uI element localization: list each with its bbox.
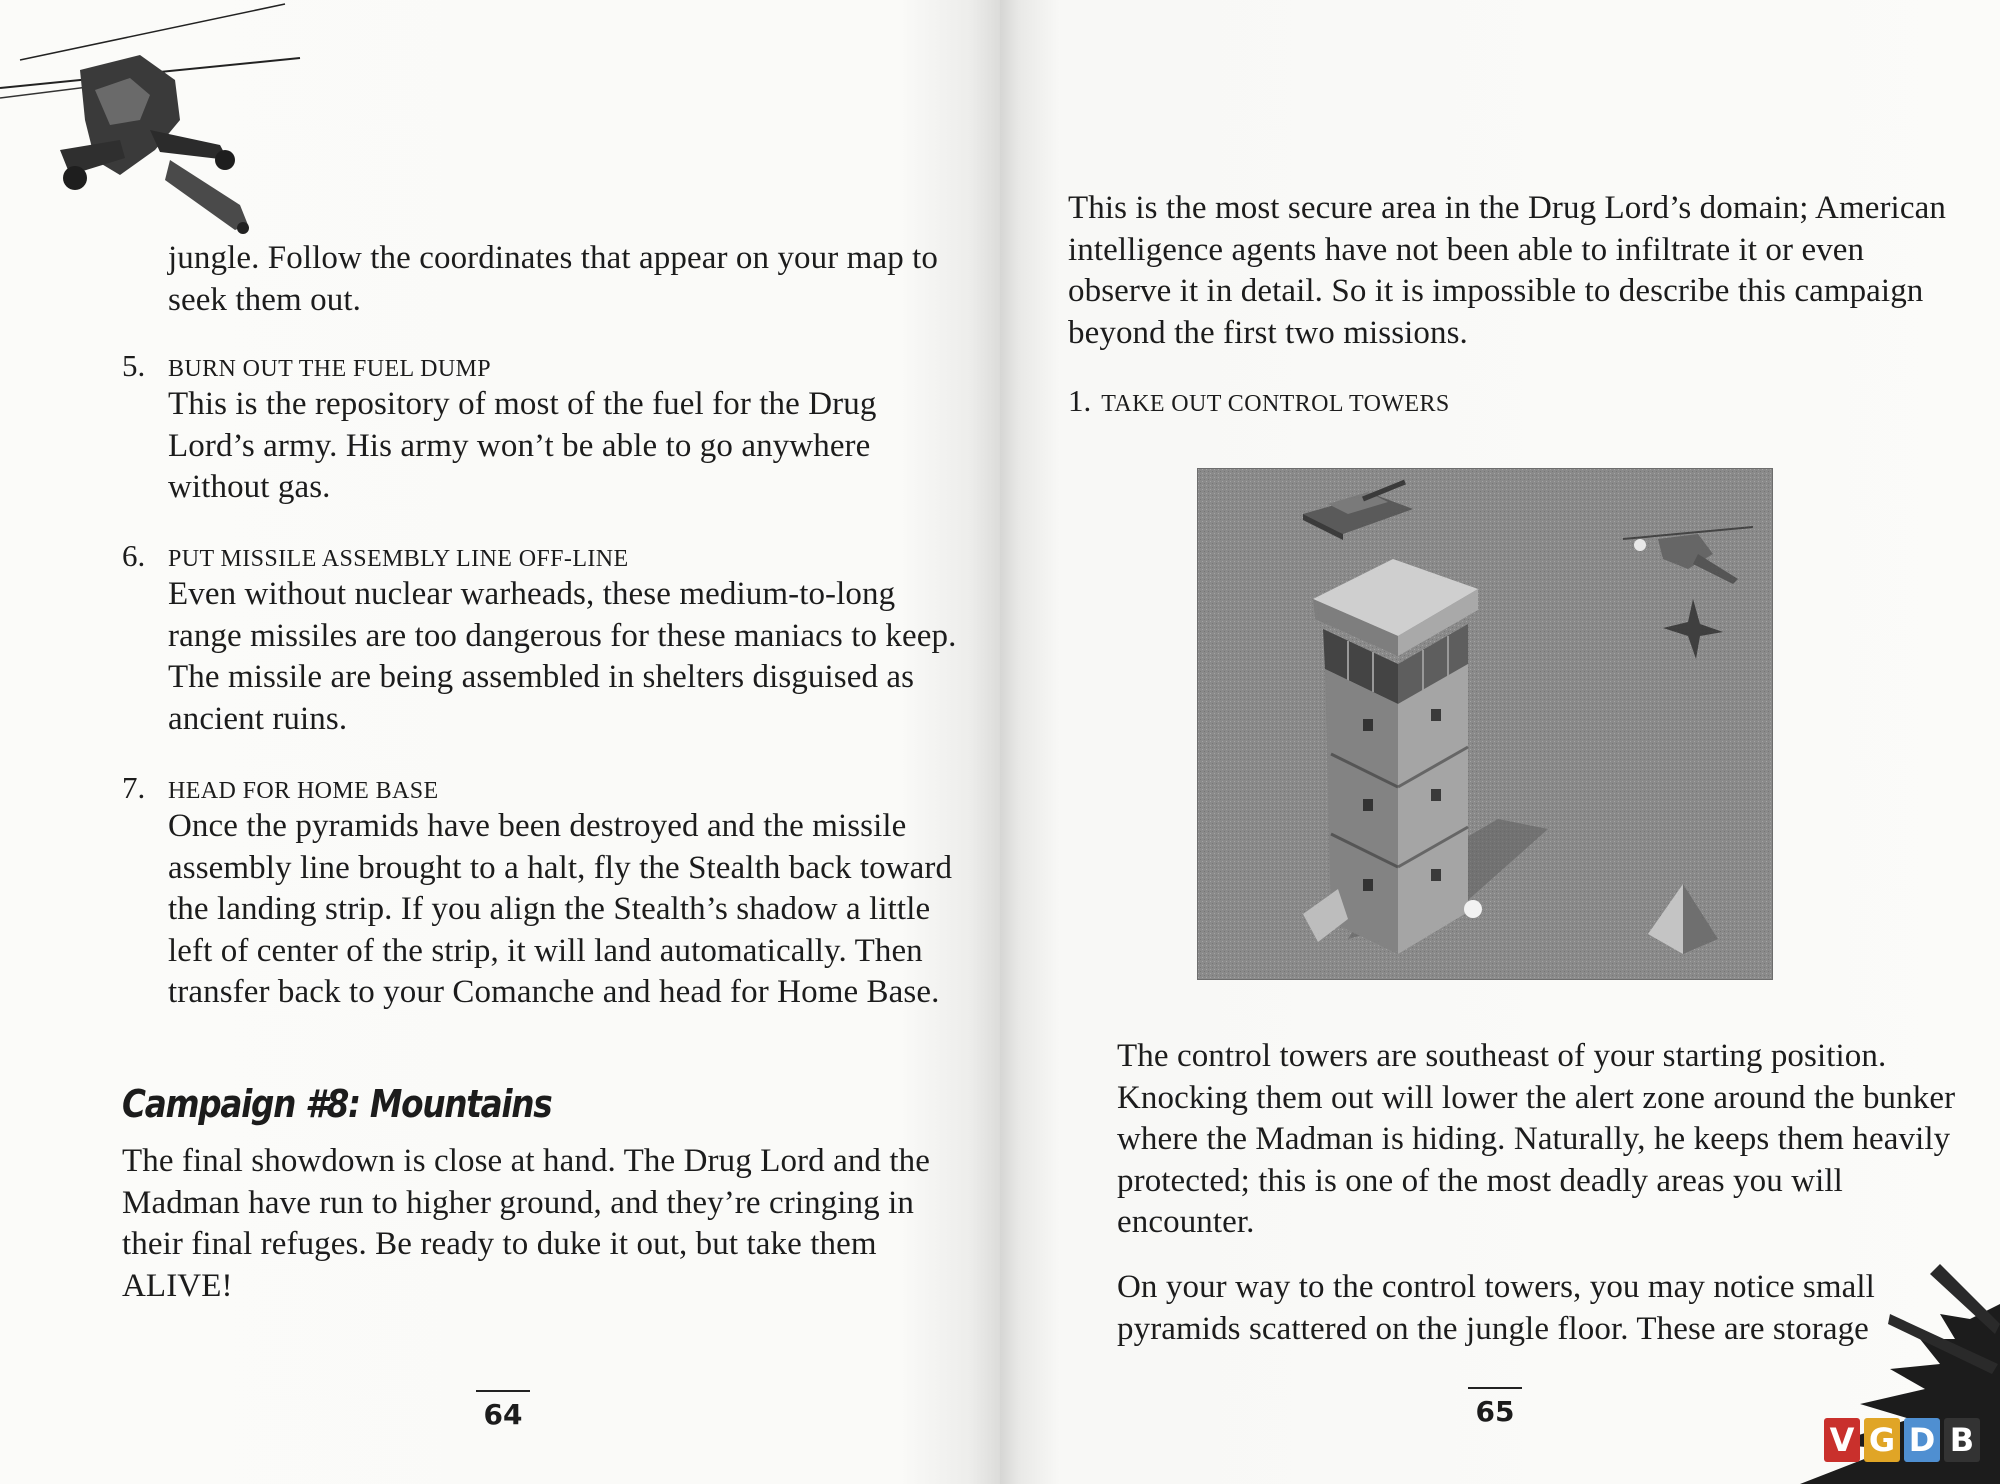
campaign-paragraph: The final showdown is close at hand. The Drug Lord and the Madman have run to higher ground, and they’re cringing in their final refuges. Be ready to duke it out, but take them ALIVE! <box>122 1143 930 1304</box>
helicopter-icon <box>1618 509 1758 599</box>
intro-paragraph: This is the most secure area in the Drug Lord’s domain; American intelligence agents have not been able to infiltrate it or even observe it in detail. So it is impossible to describe this campaign beyond the first two missions. <box>1068 190 1946 351</box>
item-heading: HEAD FOR HOME BASE <box>168 778 439 804</box>
pyramid-icon <box>1643 879 1723 959</box>
watermark-letter: G <box>1864 1418 1900 1462</box>
objective-item-1 <box>1068 383 1450 419</box>
watermark-letter: V <box>1824 1418 1860 1462</box>
paragraph-control-towers: The control towers are southeast of your starting position. Knocking them out will lower the alert zone around the bunker where the Madman is hiding. Naturally, he keeps them heavily protected; this is one of the most deadly areas you will encounter. <box>1117 1038 1956 1240</box>
continued-paragraph: jungle. Follow the coordinates that appear on your map to seek them out. <box>168 240 939 318</box>
tank-icon <box>1293 474 1423 544</box>
item-body: Even without nuclear warheads, these medium-to-long range missiles are too dangerous for these maniacs to keep. The missile are being assembled in shelters disguised as ancient ruins. <box>168 576 957 737</box>
page-number: 65 <box>1460 1395 1530 1428</box>
item-body: Once the pyramids have been destroyed and the missile assembly line brought to a halt, fly the Stealth back toward the landing strip. If you align the Stealth’s shadow a little left of center of the strip, it will land automatically. Then transfer back to your Comanche and head for Home Base. <box>168 808 953 1010</box>
item-number: 7. <box>122 770 146 805</box>
watermark-letter: D <box>1904 1418 1940 1462</box>
control-tower-icon <box>1293 544 1503 964</box>
item-number: 6. <box>122 538 146 573</box>
watermark-letter: B <box>1944 1418 1980 1462</box>
vgdb-watermark <box>1824 1418 1980 1462</box>
game-screenshot <box>1197 468 1773 980</box>
campaign-heading: Campaign #8: Mountains <box>122 1082 552 1126</box>
paragraph-pyramids: On your way to the control towers, you may notice small pyramids scattered on the jungle floor. These are storage <box>1117 1269 1875 1347</box>
right-page <box>1000 0 2000 1484</box>
item-body: This is the repository of most of the fuel for the Drug Lord’s army. His army won’t be able to go anywhere without gas. <box>168 386 877 505</box>
page-number: 64 <box>468 1398 538 1431</box>
helicopter-icon <box>0 0 310 245</box>
plane-icon <box>1658 594 1728 664</box>
item-heading: BURN OUT THE FUEL DUMP <box>168 356 492 382</box>
item-number: 1. <box>1068 383 1092 418</box>
item-heading: PUT MISSILE ASSEMBLY LINE OFF-LINE <box>168 546 629 572</box>
item-heading: TAKE OUT CONTROL TOWERS <box>1101 391 1450 417</box>
item-number: 5. <box>122 348 146 383</box>
